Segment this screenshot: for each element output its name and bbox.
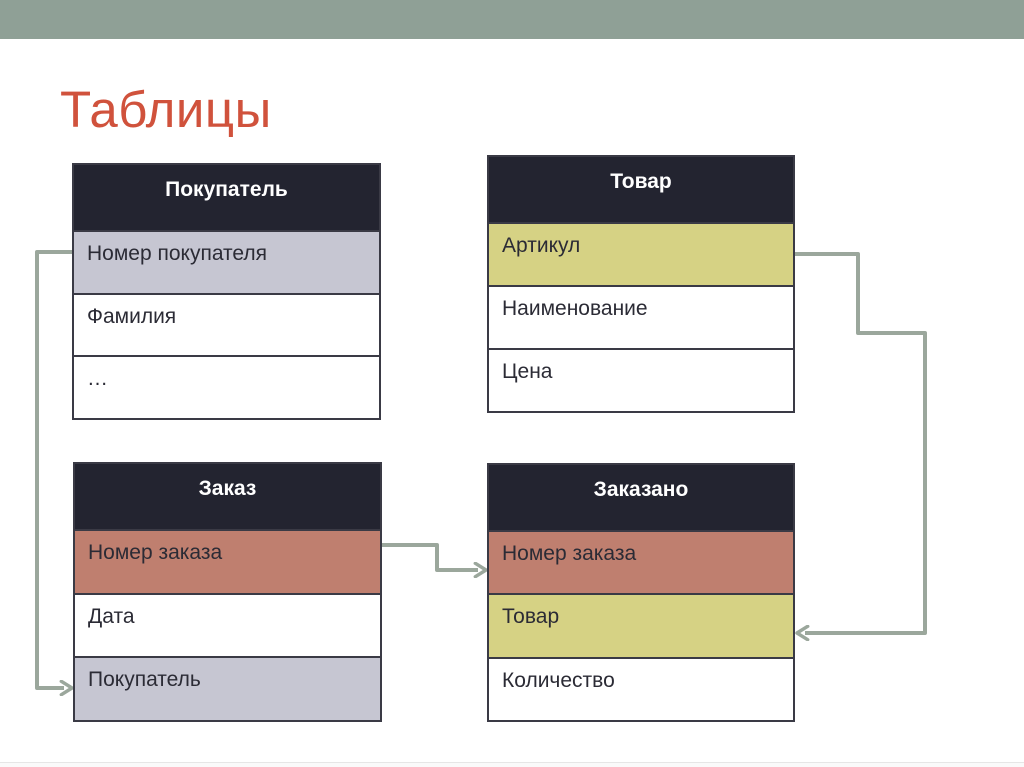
table-row: Артикул bbox=[489, 222, 793, 285]
table-row: Дата bbox=[75, 593, 380, 657]
table-row: Товар bbox=[489, 593, 793, 656]
table-row: … bbox=[74, 355, 379, 418]
table-pokupatel bbox=[72, 163, 381, 420]
table-zakaz-header: Заказ bbox=[75, 464, 380, 529]
table-pokupatel-header: Покупатель bbox=[74, 165, 379, 230]
table-row: Цена bbox=[489, 348, 793, 411]
table-row: Покупатель bbox=[75, 656, 380, 720]
connector-tovar-to-zakazano bbox=[795, 254, 925, 633]
table-zakaz bbox=[73, 462, 382, 722]
table-row: Номер заказа bbox=[75, 529, 380, 593]
table-zakazano bbox=[487, 463, 795, 722]
table-row: Номер покупателя bbox=[74, 230, 379, 293]
table-zakazano-header: Заказано bbox=[489, 465, 793, 530]
table-row: Номер заказа bbox=[489, 530, 793, 593]
table-tovar-header: Товар bbox=[489, 157, 793, 222]
slide-title: Таблицы bbox=[60, 81, 272, 138]
table-tovar bbox=[487, 155, 795, 413]
table-row: Наименование bbox=[489, 285, 793, 348]
connector-zakaz-to-zakazano bbox=[382, 545, 478, 570]
table-row: Фамилия bbox=[74, 293, 379, 356]
top-accent-bar bbox=[0, 0, 1024, 39]
bottom-strip bbox=[0, 762, 1024, 767]
table-row: Количество bbox=[489, 657, 793, 720]
connector-pokupatel-to-zakaz bbox=[37, 252, 73, 688]
